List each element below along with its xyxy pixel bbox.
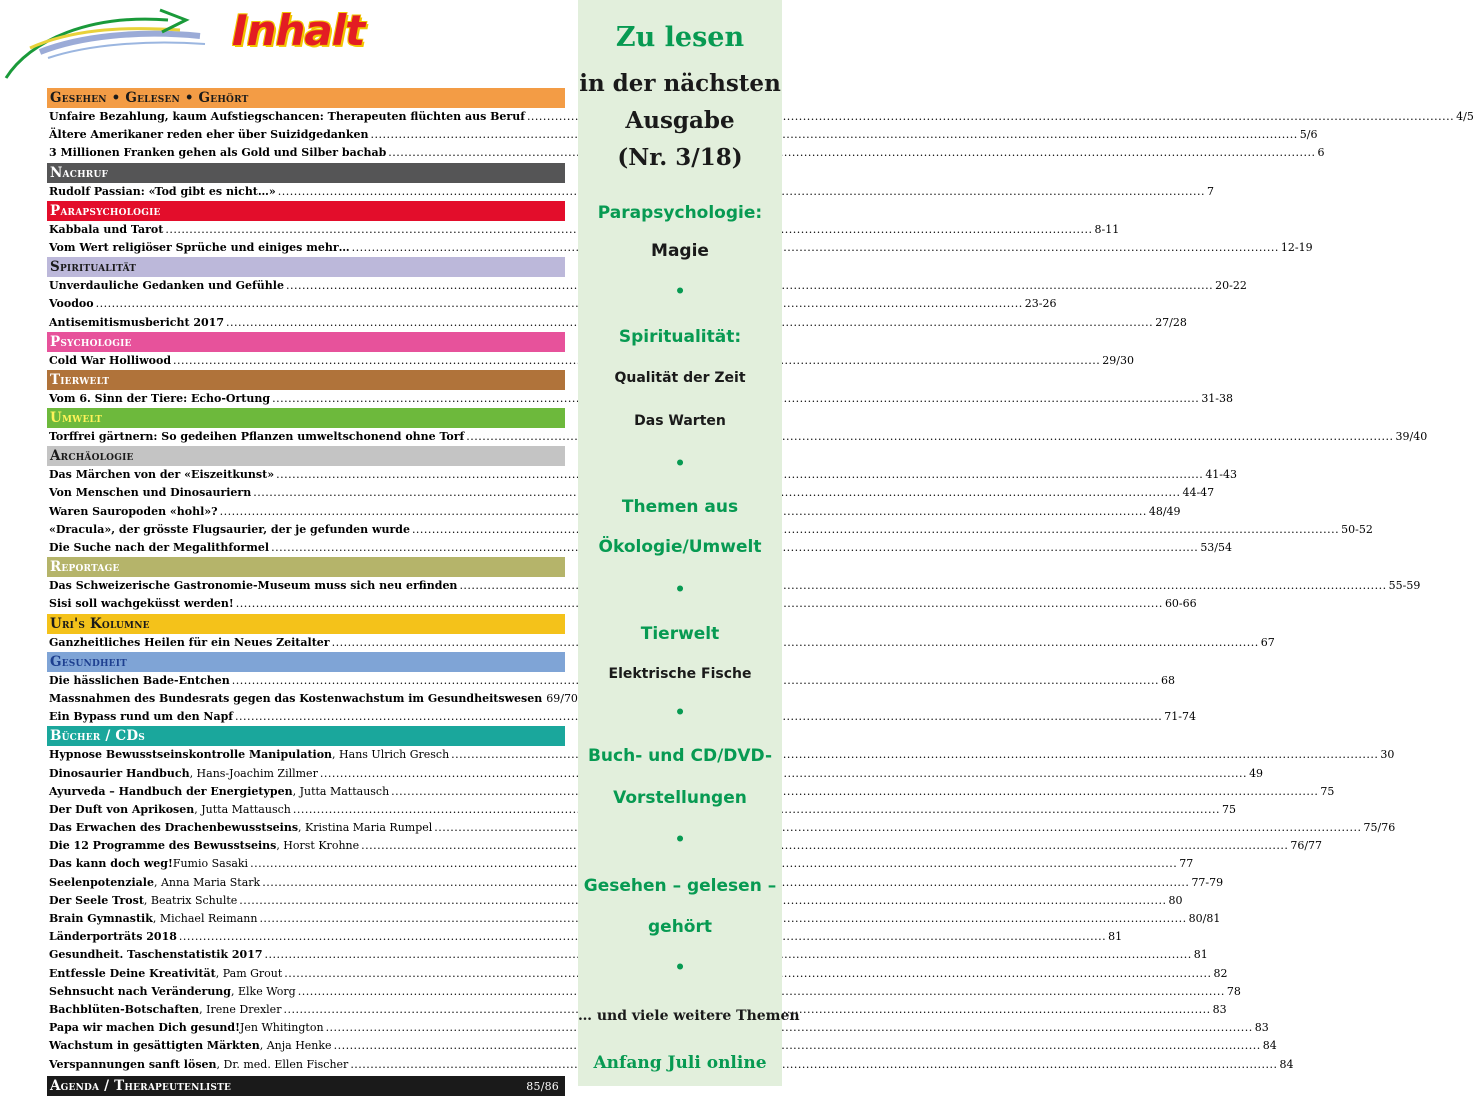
- section-header: Tierwelt: [47, 370, 565, 390]
- leader-dots: [332, 634, 1259, 652]
- sidebar-line: (Nr. 3/18): [617, 144, 743, 171]
- entry-pages: 68: [1161, 673, 1175, 687]
- toc-entry[interactable]: [47, 690, 578, 708]
- entry-title: Rudolf Passian: «Tod gibt es nicht…»: [49, 184, 276, 198]
- sidebar-line: Das Warten: [634, 413, 726, 429]
- sidebar-line: Qualität der Zeit: [614, 370, 746, 386]
- entry-title: Gesundheit. Taschenstatistik 2017: [49, 948, 263, 962]
- entry-title: «Dracula», der grösste Flugsaurier, der je gefunden wurde: [49, 522, 410, 536]
- entry-title: Kabbala und Tarot: [49, 222, 164, 236]
- sidebar-line: Ökologie/Umwelt: [598, 537, 762, 557]
- entry-author: Jen Whitington: [239, 1021, 324, 1035]
- entry-pages: 75/76: [1363, 821, 1396, 835]
- sidebar-line: Vorstellungen: [613, 788, 747, 808]
- entry-title: Torffrei gärtnern: So gedeihen Pflanzen umweltschonend ohne Torf: [49, 430, 465, 444]
- entry-title: Der Duft von Aprikosen: [49, 802, 195, 816]
- section-header: Parapsychologie: [47, 201, 565, 221]
- entry-author: , Dr. med. Ellen Fischer: [216, 1057, 349, 1071]
- entry-author: , Anja Henke: [259, 1039, 332, 1053]
- bullet-separator: •: [674, 580, 686, 600]
- sidebar-line: Themen aus: [621, 497, 739, 517]
- toc-entry[interactable]: [47, 819, 1396, 837]
- section-header: Psychologie: [47, 332, 565, 352]
- entry-pages: 29/30: [1102, 353, 1134, 367]
- sidebar-line: Gesehen – gelesen –: [583, 876, 777, 896]
- entry-pages: 69/70: [546, 691, 578, 705]
- entry-pages: 31-38: [1201, 391, 1234, 405]
- section-header: Uri's Kolumne: [47, 614, 565, 634]
- entry-pages: 5/6: [1299, 128, 1318, 142]
- entry-title: Hypnose Bewusstseinskontrolle Manipulation: [49, 748, 333, 762]
- toc-entry[interactable]: [47, 277, 1247, 295]
- entry-pages: 75: [1320, 784, 1335, 798]
- entry-title: Wachstum in gesättigten Märkten: [49, 1039, 260, 1053]
- entry-title: Antisemitismusbericht 2017: [49, 315, 224, 329]
- entry-pages: 4/5: [1456, 110, 1474, 123]
- entry-title: Von Menschen und Dinosauriern: [49, 486, 252, 500]
- entry-author: , Hans-Joachim Zillmer: [189, 766, 318, 780]
- entry-title: Bachblüten-Botschaften: [49, 1002, 200, 1016]
- entry-pages: 39/40: [1395, 430, 1428, 444]
- next-issue-sidebar: [578, 0, 800, 1086]
- section-header: Gesehen • Gelesen • Gehört: [47, 88, 565, 108]
- entry-pages: 77-79: [1191, 875, 1224, 889]
- bullet-separator: •: [674, 830, 686, 850]
- entry-pages: 49: [1249, 766, 1264, 780]
- entry-author: , Hans Ulrich Gresch: [332, 748, 450, 762]
- entry-author: , Irene Drexler: [199, 1002, 282, 1016]
- toc-section: [47, 257, 1247, 332]
- page-title: Inhalt: [232, 6, 365, 55]
- entry-title: Ein Bypass rund um den Napf: [49, 710, 234, 724]
- section-header: Spiritualität: [47, 257, 565, 277]
- entry-author: , Horst Krohne: [276, 839, 360, 853]
- entry-pages: 44-47: [1182, 486, 1215, 500]
- entry-title: Die Suche nach der Megalithformel: [49, 541, 270, 554]
- entry-pages: 80/81: [1188, 912, 1221, 925]
- entry-pages: 53/54: [1200, 541, 1233, 554]
- leader-dots: [388, 144, 1315, 162]
- sidebar-line: Parapsychologie:: [597, 203, 763, 223]
- toc-section: [47, 163, 1214, 201]
- section-header: Bücher / CDs: [47, 726, 565, 746]
- entry-title: Länderporträts 2018: [49, 930, 177, 944]
- leader-dots: [412, 521, 1339, 539]
- bullet-separator: •: [674, 703, 686, 723]
- entry-pages: 81: [1108, 930, 1123, 944]
- section-header: Reportage: [47, 557, 565, 577]
- magazine-logo: [0, 0, 560, 88]
- entry-title: Ältere Amerikaner reden eher über Suizidgedanken: [49, 128, 369, 142]
- toc-entry[interactable]: [47, 801, 1237, 819]
- entry-author: , Pam Grout: [215, 966, 283, 980]
- toc-entry[interactable]: [47, 466, 1238, 484]
- toc-entry[interactable]: [47, 708, 1196, 726]
- entry-author: , Kristina Maria Rumpel: [298, 821, 433, 835]
- toc-entry[interactable]: [47, 595, 1197, 613]
- entry-title: Verspannungen sanft lösen: [49, 1057, 217, 1071]
- toc-entry[interactable]: [47, 484, 1215, 502]
- toc-entry[interactable]: [47, 837, 1323, 855]
- entry-title: 3 Millionen Franken gehen als Gold und Silber bachab: [49, 146, 387, 160]
- toc-entry[interactable]: [47, 428, 1428, 446]
- entry-title: Das Erwachen des Drachenbewusstseins: [49, 821, 299, 835]
- entry-author: , Beatrix Schulte: [143, 893, 238, 907]
- entry-title: Unfaire Bezahlung, kaum Aufstiegschancen: Therapeuten flüchten aus Beruf: [49, 110, 525, 123]
- entry-title: Cold War Holliwood: [49, 353, 172, 367]
- sidebar-line: Ausgabe: [625, 107, 735, 134]
- toc-entry[interactable]: [47, 855, 1194, 873]
- entry-title: Vom 6. Sinn der Tiere: Echo-Ortung: [49, 391, 271, 405]
- leader-dots: [361, 837, 1288, 855]
- leader-dots: [96, 295, 1023, 313]
- section-header: Archäologie: [47, 446, 565, 466]
- entry-title: Das kann doch weg!: [49, 857, 173, 871]
- leader-dots: [352, 239, 1279, 257]
- entry-author: , Jutta Mattausch: [194, 802, 291, 816]
- entry-pages: 82: [1213, 966, 1228, 980]
- bullet-separator: •: [674, 282, 686, 302]
- sidebar-line: … und viele weitere Themen: [578, 1008, 800, 1024]
- leader-dots: [391, 783, 1318, 801]
- entry-title: Entfessle Deine Kreativität: [49, 966, 216, 980]
- entry-pages: 7: [1207, 184, 1214, 198]
- agenda-bar[interactable]: [47, 1076, 565, 1096]
- toc-entry[interactable]: [47, 892, 1183, 910]
- sidebar-line: gehört: [648, 917, 712, 937]
- entry-pages: 27/28: [1155, 315, 1187, 329]
- entry-title: Das Märchen von der «Eiszeitkunst»: [49, 468, 275, 482]
- bullet-separator: •: [674, 958, 686, 978]
- leader-dots: [434, 819, 1361, 837]
- entry-pages: 75: [1222, 802, 1237, 816]
- entry-pages: 8-11: [1094, 222, 1120, 236]
- agenda-label: Agenda / Therapeutenliste: [50, 1077, 232, 1094]
- entry-author: , Elke Worg: [231, 984, 296, 998]
- entry-pages: 23-26: [1024, 297, 1057, 311]
- entry-author: Fumio Sasaki: [172, 857, 249, 871]
- entry-title: Sisi soll wachgeküsst werden!: [49, 597, 234, 611]
- entry-pages: 80: [1168, 893, 1183, 907]
- sidebar-line: Anfang Juli online: [593, 1053, 767, 1073]
- entry-pages: 48/49: [1148, 504, 1181, 518]
- entry-pages: 41-43: [1205, 468, 1238, 482]
- toc-entry[interactable]: [47, 521, 1373, 539]
- toc-entry[interactable]: [47, 221, 1120, 239]
- entry-title: Waren Sauropoden «hohl»?: [49, 504, 218, 518]
- entry-pages: 76/77: [1290, 839, 1323, 853]
- entry-pages: 83: [1254, 1021, 1269, 1035]
- toc-entry[interactable]: [47, 577, 1421, 595]
- toc-entry[interactable]: [47, 1037, 1277, 1055]
- entry-pages: 60-66: [1164, 597, 1197, 611]
- section-header: Umwelt: [47, 408, 565, 428]
- entry-title: Die 12 Programme des Bewusstseins: [49, 839, 277, 853]
- sidebar-line: Elektrische Fische: [608, 666, 752, 682]
- toc-entry[interactable]: [47, 352, 1134, 370]
- entry-pages: 12-19: [1280, 240, 1313, 254]
- section-header: Gesundheit: [47, 652, 565, 672]
- entry-author: , Anna Maria Stark: [153, 875, 261, 889]
- entry-title: Ganzheitliches Heilen für ein Neues Zeitalter: [49, 635, 330, 649]
- entry-pages: 83: [1212, 1002, 1227, 1016]
- sidebar-line: Tierwelt: [640, 624, 720, 644]
- toc-entry[interactable]: [47, 390, 1234, 408]
- swoosh-arrow-logo: [0, 0, 240, 88]
- toc-entry[interactable]: [47, 1019, 1269, 1037]
- sidebar-line: in der nächsten: [579, 70, 781, 97]
- toc-entry[interactable]: [47, 183, 1214, 201]
- entry-title: Unverdauliche Gedanken und Gefühle: [49, 279, 284, 293]
- entry-author: , Jutta Mattausch: [292, 784, 390, 798]
- entry-title: Der Seele Trost: [49, 893, 144, 907]
- entry-pages: 20-22: [1215, 279, 1247, 293]
- entry-title: Voodoo: [49, 297, 94, 311]
- entry-pages: 84: [1262, 1039, 1277, 1053]
- bullet-separator: •: [674, 454, 686, 474]
- entry-title: Vom Wert religiöser Sprüche und einiges mehr…: [49, 240, 350, 254]
- toc-section: [47, 557, 1421, 613]
- toc-entry[interactable]: [47, 928, 1123, 946]
- entry-title: Die hässlichen Bade-Entchen: [49, 673, 230, 687]
- entry-pages: 71-74: [1164, 710, 1196, 724]
- entry-title: Papa wir machen Dich gesund!: [49, 1021, 240, 1035]
- entry-pages: 67: [1260, 635, 1275, 649]
- entry-title: Massnahmen des Bundesrats gegen das Kostenwachstum im Gesundheitswesen: [49, 691, 543, 705]
- entry-author: , Michael Reimann: [152, 912, 258, 925]
- entry-pages: 77: [1179, 857, 1194, 871]
- toc-entry[interactable]: [47, 765, 1264, 783]
- entry-pages: 55-59: [1388, 579, 1421, 593]
- entry-title: Das Schweizerische Gastronomie-Museum muss sich neu erfinden: [49, 579, 458, 593]
- leader-dots: [334, 1037, 1261, 1055]
- sidebar-line: Zu lesen: [615, 22, 745, 53]
- entry-title: Sehnsucht nach Veränderung: [49, 984, 231, 998]
- toc-entry[interactable]: [47, 126, 1318, 144]
- entry-pages: 84: [1279, 1057, 1294, 1071]
- toc-entry[interactable]: [47, 983, 1241, 1001]
- sidebar-line: Magie: [651, 241, 709, 261]
- agenda-pages: 85/86: [526, 1079, 559, 1093]
- entry-pages: 30: [1380, 748, 1395, 762]
- entry-title: Dinosaurier Handbuch: [49, 766, 190, 780]
- entry-pages: 81: [1193, 948, 1208, 962]
- toc-entry[interactable]: [47, 946, 1208, 964]
- leader-dots: [371, 126, 1298, 144]
- toc-entry[interactable]: [47, 965, 1228, 983]
- entry-title: Seelenpotenziale: [49, 875, 154, 889]
- toc-entry[interactable]: [47, 314, 1187, 332]
- entry-pages: 50-52: [1341, 522, 1373, 536]
- sidebar-line: Buch- und CD/DVD-: [587, 746, 773, 766]
- entry-title: Brain Gymnastik: [49, 912, 153, 925]
- leader-dots: [350, 1056, 1277, 1074]
- entry-pages: 78: [1226, 984, 1241, 998]
- entry-title: Ayurveda – Handbuch der Energietypen: [49, 784, 293, 798]
- entry-pages: 6: [1317, 146, 1325, 160]
- toc-entry[interactable]: [47, 295, 1057, 313]
- leader-dots: [320, 765, 1247, 783]
- sidebar-line: Spiritualität:: [618, 327, 742, 347]
- section-header: Nachruf: [47, 163, 565, 183]
